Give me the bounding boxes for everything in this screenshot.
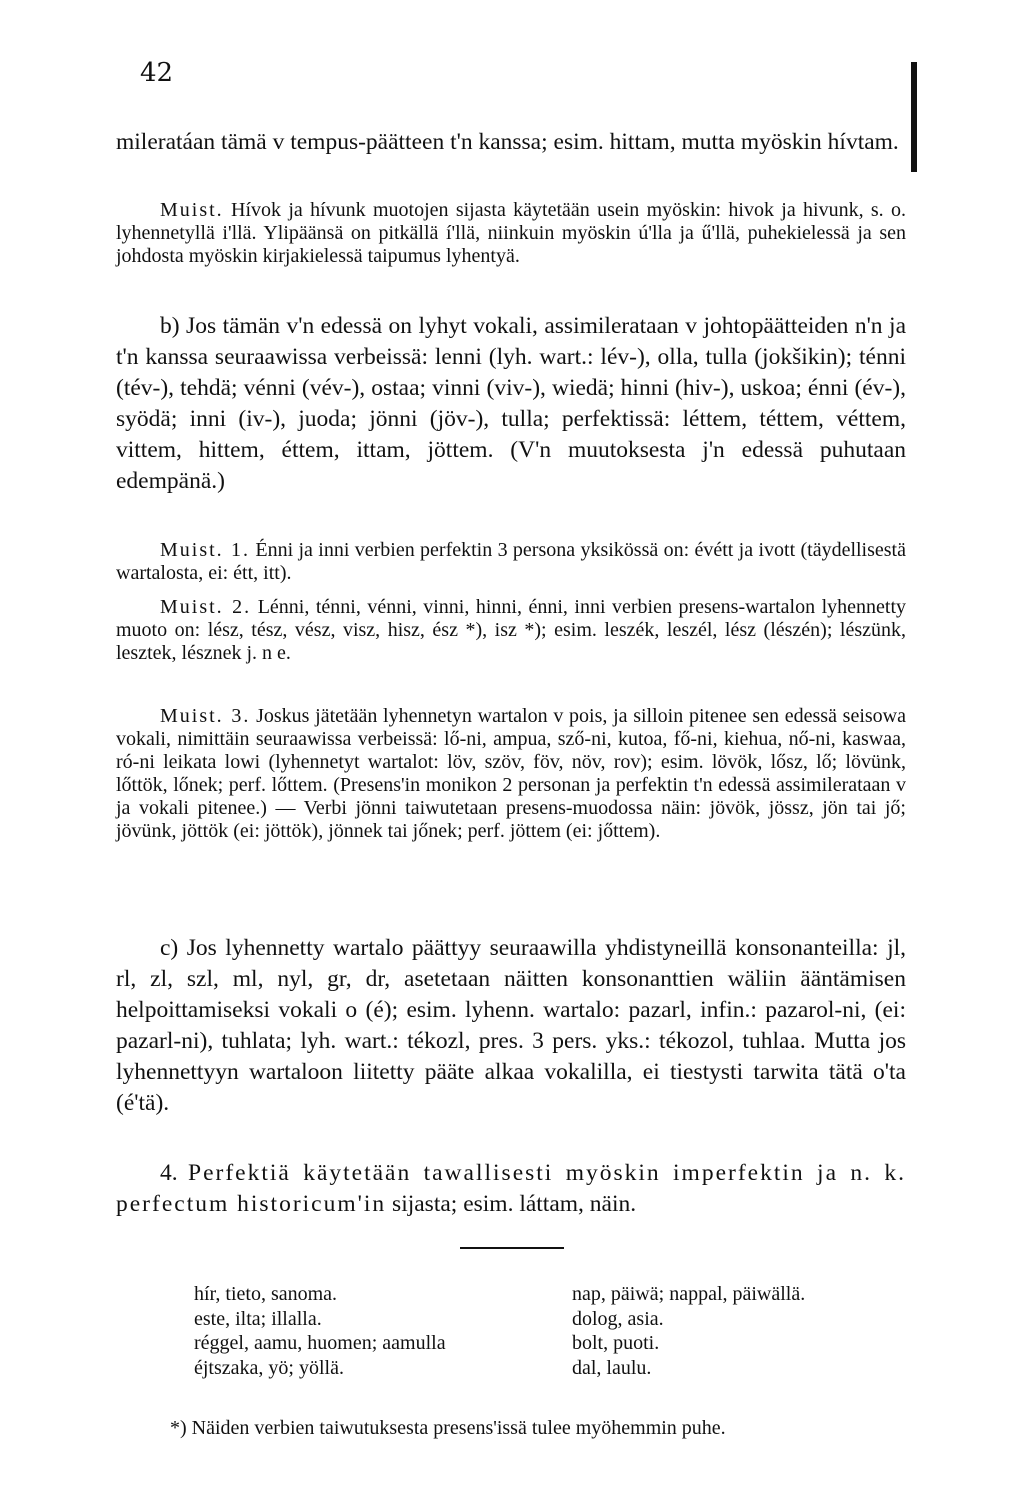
glossary-entry: nap, päiwä; nappal, päiwällä. bbox=[572, 1283, 806, 1305]
glossary-entry: éjtszaka, yö; yöllä. bbox=[194, 1356, 344, 1379]
paragraph-tail: sijasta; esim. láttam, näin. bbox=[392, 1191, 637, 1217]
note-text: Hívok ja hívunk muotojen sijasta käytetään usein myöskin: hivok ja hivunk, s. o. lyhennetyllä i'llä. Ylipäänsä on pitkällä í'llä, niinkuin myöskin ú'lla ja ű'llä, puhekielessä ja sen johdosta myöskin kirjakielessä taipumus lyhentyä. bbox=[116, 199, 907, 267]
note-1 bbox=[116, 199, 906, 268]
glossary-entry: dolog, asia. bbox=[572, 1307, 664, 1330]
note-label: Muist. 3. bbox=[160, 705, 251, 727]
glossary-entry: este, ilta; illalla. bbox=[194, 1307, 322, 1330]
margin-mark bbox=[911, 62, 917, 172]
note-2 bbox=[116, 539, 906, 585]
footnote: *) Näiden verbien taiwutuksesta presens'issä tulee myöhemmin puhe. bbox=[170, 1417, 726, 1439]
note-text: Énni ja inni verbien perfektin 3 persona yksikössä on: évétt ja ivott (täydellisestä wartalosta, ei: étt, itt). bbox=[116, 539, 906, 584]
note-label: Muist. 2. bbox=[160, 596, 252, 618]
glossary-right bbox=[572, 1282, 805, 1380]
note-3 bbox=[116, 596, 906, 665]
note-4 bbox=[116, 705, 906, 843]
paragraph-1: mileratáan tämä v tempus-päätteen t'n kanssa; esim. hittam, mutta myöskin hívtam. bbox=[116, 129, 899, 155]
note-label: Muist. bbox=[160, 199, 224, 221]
glossary-entry: hír, tieto, sanoma. bbox=[194, 1283, 338, 1305]
page-number: 42 bbox=[140, 58, 174, 88]
paragraph-4 bbox=[116, 1158, 906, 1220]
glossary-entry: réggel, aamu, huomen; aamulla bbox=[194, 1332, 446, 1354]
note-text: Lénni, ténni, vénni, vinni, hinni, énni, inni verbien presens-wartalon lyhennetty muoto on: lész, tész, vész, visz, hisz, ész *), isz *); esim. leszék, leszél, lész (lészén); lészünk, lesztek, lésznek j. n e. bbox=[116, 596, 907, 664]
paragraph-c: c) Jos lyhennetty wartalo päättyy seuraawilla yhdistyneillä konsonanteilla: jl, rl, zl, szl, ml, nyl, gr, dr, asetetaan näitten konsonanttien wäliin ääntämisen helpoittamiseksi vokali o (é); esim. lyhenn. wartalo: pazarl, infin.: pazarol-ni, (ei: pazarl-ni), tuhlata; lyh. wart.: tékozl, pres. 3 pers. yks.: tékozol, tuhlaa. Mutta jos lyhennettyyn wartaloon liitetty pääte alkaa vokalilla, ei tiestysti tarwita tätä o'ta (é'tä). bbox=[116, 935, 906, 1116]
spaced-text: Perfektiä käytetään tawallisesti myöskin imperfektin ja n. k. perfectum historicum'in bbox=[116, 1160, 906, 1217]
note-text: Joskus jätetään lyhennetyn wartalon v pois, ja silloin pitenee sen edessä seisowa vokali, nimittäin seuraawissa verbeissä: lő-ni, ampua, sző-ni, kutoa, fő-ni, kiehua, nő-ni, kaswaa, ró-ni leikata lowi (lyhennetyt wartalot: löv, szöv, föv, növ, rov); esim. lövök, lősz, lő; lövünk, lőttök, lőnek; perf. lőttem. (Presens'in monikon 2 personan ja perfektin t'n edessä assimilerataan v ja vokali pitenee.) — Verbi jönni taiwutetaan presens-muodossa näin: jövök, jössz, jön tai jő; jövünk, jöttök (ei: jöttök), jönnek tai jőnek; perf. jöttem (ei: jőttem). bbox=[116, 705, 906, 842]
glossary-entry: dal, laulu. bbox=[572, 1356, 652, 1379]
paragraph-b: b) Jos tämän v'n edessä on lyhyt vokali, assimilerataan v johtopäätteiden n'n ja t'n kanssa seuraawissa verbeissä: lenni (lyh. wart.: lév-), olla, tulla (jokšikin); ténni (tév-), tehdä; vénni (vév-), ostaa; vinni (viv-), wiedä; hinni (hiv-), uskoa; énni (év-), syödä; inni (iv-), juoda; jönni (jöv-), tulla; perfektissä: léttem, téttem, véttem, vittem, hittem, éttem, ittam, jöttem. (V'n muutoksesta j'n edessä puhutaan edempänä.) bbox=[116, 313, 906, 494]
glossary-left bbox=[194, 1282, 446, 1380]
glossary-entry: bolt, puoti. bbox=[572, 1332, 660, 1354]
note-label: Muist. 1. bbox=[160, 539, 251, 561]
section-number: 4. bbox=[160, 1160, 178, 1186]
section-divider bbox=[460, 1247, 564, 1249]
